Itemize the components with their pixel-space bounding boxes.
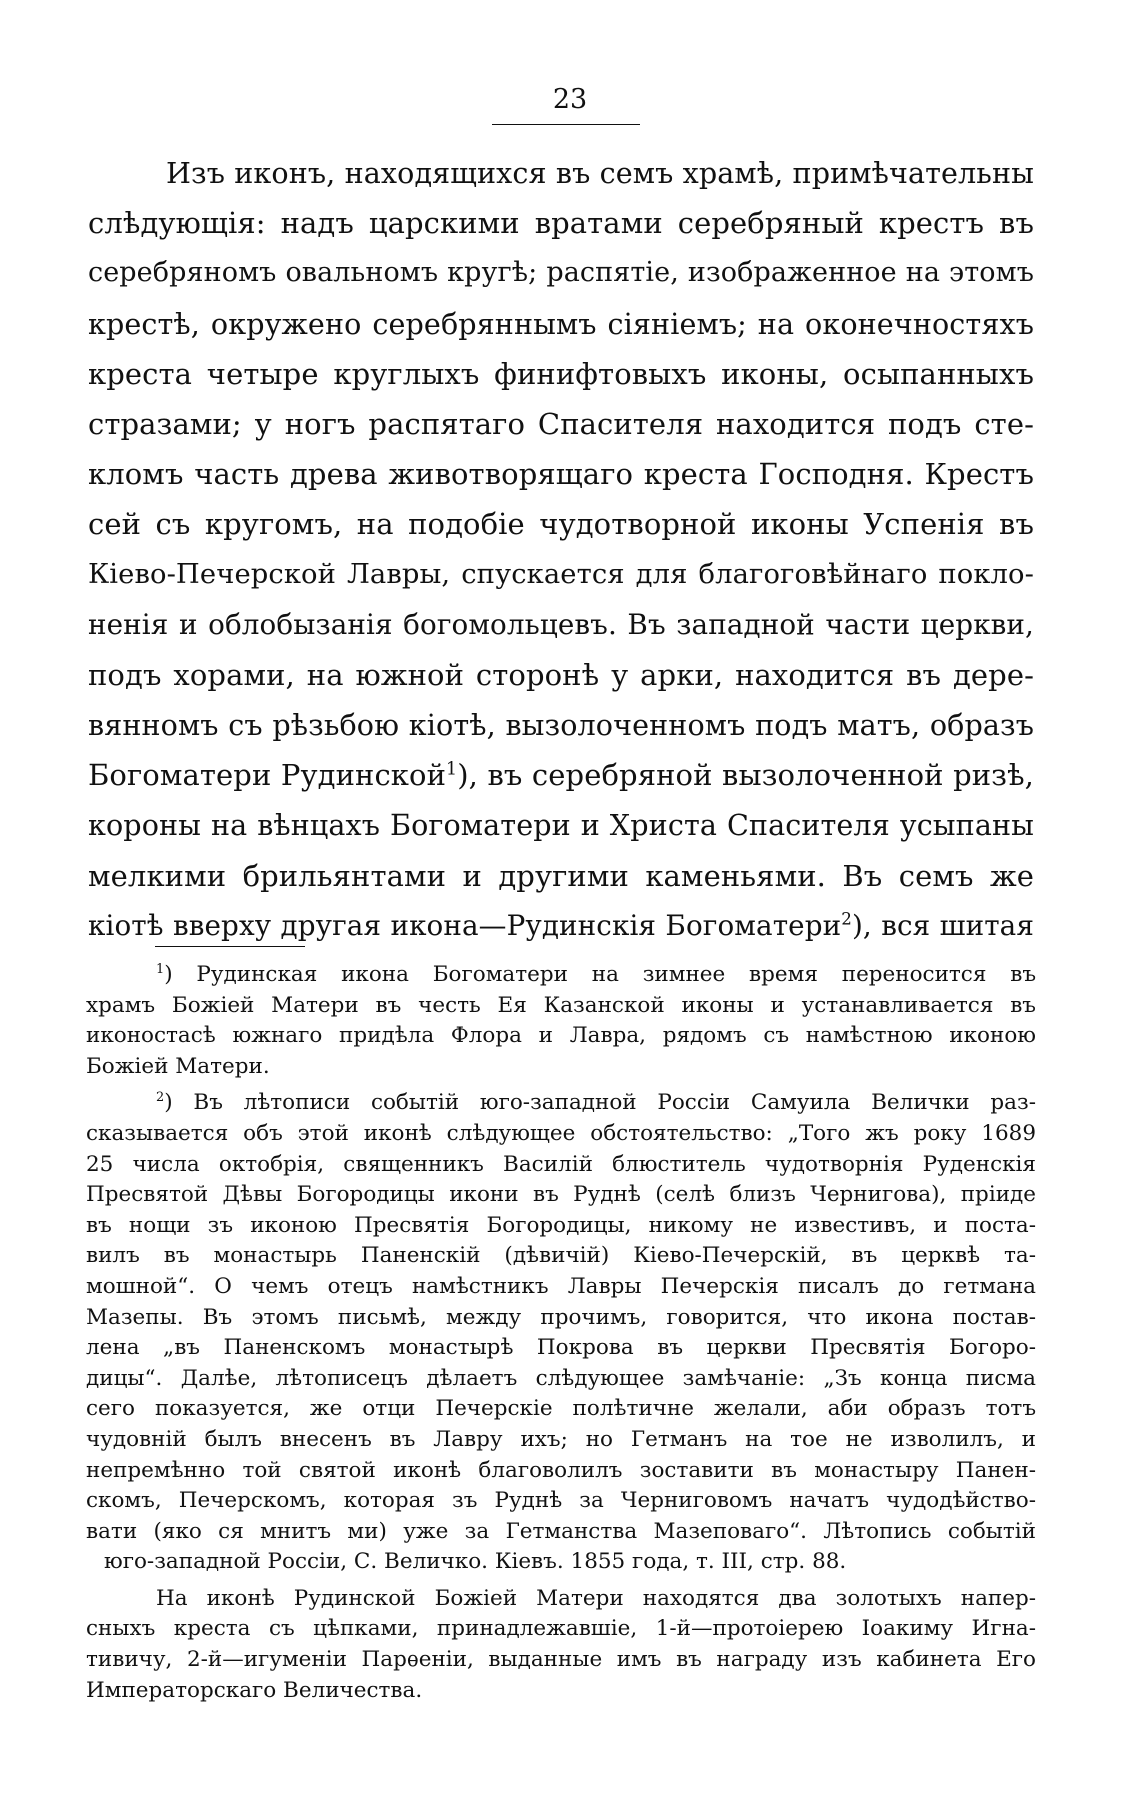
main-body-text <box>88 148 1034 951</box>
footnote-2-paragraph-line: тивичу, 2-й—игуменіи Парѳеніи, выданные имъ въ награду изъ кабинета Его <box>86 1647 1036 1673</box>
body-line: вянномъ съ рѣзьбою кіотѣ, вызолоченномъ подъ матъ, образъ <box>88 708 1034 743</box>
body-line: мелкими брильянтами и другими каменьями. Въ семъ же <box>88 858 1034 893</box>
body-line: слѣдующія: надъ царскими вратами серебряный крестъ въ <box>88 206 1034 241</box>
body-line: короны на вѣнцахъ Богоматери и Христа Спасителя усыпаны <box>88 808 1034 843</box>
body-text-segment: Богоматери Рудинской <box>88 758 447 793</box>
body-line: ненія и облобызанія богомольцевъ. Въ западной части церкви, <box>88 607 1034 641</box>
footnote-2-paragraph-line: На иконѣ Рудинской Божіей Матери находятся два золотыхъ напер- <box>156 1585 1036 1611</box>
footnote-ref-2: 2 <box>841 909 852 929</box>
body-line: серебряномъ овальномъ кругѣ; распятіе, изображенное на этомъ <box>88 257 1034 289</box>
footnote-ref-1: 1 <box>446 759 458 780</box>
footnote-2-line: Мазепы. Въ этомъ письмѣ, между прочимъ, говорится, что икона постав- <box>86 1304 1036 1330</box>
body-text-segment: ), вся шитая <box>851 908 1034 942</box>
footnote-2-line: лена „въ Паненскомъ монастырѣ Покрова въ церкви Пресвятія Богоро- <box>86 1335 1036 1361</box>
body-text-segment: кіотѣ вверху другая икона—Рудинскія Богоматери <box>88 908 842 942</box>
footnote-1-line: $^1$) Рудинская икона Богоматери на зимнее время переносится въ <box>156 961 1037 987</box>
footnote-2-line: Пресвятой Дѣвы Богородицы икони въ Руднѣ (селѣ близъ Чернигова), пріиде <box>86 1182 1036 1208</box>
footnote-2-line: скомъ, Печерскомъ, которая зъ Руднѣ за Черниговомъ начатъ чудодѣйство- <box>86 1488 1036 1514</box>
footnote-2-line: вилъ въ монастырь Паненскій (дѣвичій) Кіево-Печерскій, въ церквѣ та- <box>86 1243 1036 1269</box>
body-line: сей съ кругомъ, на подобіе чудотворной иконы Успенія въ <box>88 507 1034 542</box>
body-line-with-footnote-ref <box>88 750 1034 800</box>
footnote-1-line: иконостасѣ южнаго придѣла Флора и Лавра, рядомъ съ намѣстною иконою <box>86 1023 1036 1049</box>
footnote-2-line: 25 числа октобрія, священникъ Василій блюститель чудотворнія Руденскія <box>86 1151 1036 1177</box>
footnote-2-line: чудовній былъ внесенъ въ Лавру ихъ; но Гетманъ на тое не изволилъ, и <box>86 1426 1036 1452</box>
footnote-2-line: вати (яко ся мнитъ ми) уже за Гетманства Мазеповаго“. Лѣтопись событій <box>86 1518 1036 1544</box>
footnote-2-paragraph-line: Императорскаго Величества. <box>86 1677 423 1703</box>
footnote-2-marker: 2 <box>156 1090 165 1106</box>
footnote-2-line: $^2$) Въ лѣтописи событій юго-западной Россіи Самуила Велички раз- <box>156 1090 1036 1116</box>
header-rule <box>492 124 640 125</box>
body-line: подъ хорами, на южной сторонѣ у арки, находится въ дере- <box>88 657 1034 692</box>
body-line-with-footnote-ref <box>88 901 1034 951</box>
footnote-2-paragraph-line: сныхъ креста съ цѣпками, принадлежавшіе, 1-й—протоіерею Іоакиму Игна- <box>86 1616 1036 1642</box>
page-number: 23 <box>552 84 588 115</box>
body-text-segment: ), въ серебряной вызолоченной ризѣ, <box>457 758 1034 793</box>
footnote-text: Въ лѣтописи событій юго-западной Россіи Самуила Велички раз- <box>193 1090 1036 1116</box>
body-line: стразами; у ногъ распятаго Спасителя находится подъ сте- <box>88 406 1034 441</box>
footnote-2-line: непремѣнно той святой иконѣ благоволилъ зоставити въ монастыру Панен- <box>86 1457 1036 1483</box>
footnote-2-line: въ нощи зъ иконою Пресвятія Богородицы, никому не известивъ, и поста- <box>86 1212 1036 1238</box>
footnote-2-line: сего показуется, же отци Печерскіе полѣтичне желали, аби образъ тотъ <box>86 1396 1036 1422</box>
footnote-2-line: дицы“. Далѣе, лѣтописецъ дѣлаетъ слѣдующее замѣчаніе: „Зъ конца писма <box>86 1365 1036 1391</box>
body-line: Изъ иконъ, находящихся въ семъ храмѣ, примѣчательны <box>166 156 1034 190</box>
footnote-1-marker: 1 <box>156 961 165 977</box>
footnote-1-line: храмъ Божіей Матери въ честь Ея Казанской иконы и устанавливается въ <box>86 992 1036 1018</box>
footnotes <box>86 960 1036 1706</box>
footnote-1-line: Божіей Матери. <box>86 1053 270 1079</box>
footnote-2-line: сказывается объ этой иконѣ слѣдующее обстоятельство: „Того жъ року 1689 <box>86 1120 1036 1146</box>
body-line: крестѣ, окружено серебряннымъ сіяніемъ; на оконечностяхъ <box>88 306 1034 341</box>
footnote-text: Рудинская икона Богоматери на зимнее время переносится въ <box>196 962 1037 987</box>
footnote-2-line: юго-западной Россіи, С. Величко. Кіевъ. 1855 года, т. III, стр. 88. <box>104 1549 847 1575</box>
footnote-2-line: мошной“. О чемъ отецъ намѣстникъ Лавры Печерскія писалъ до гетмана <box>86 1273 1036 1299</box>
body-line: Кіево-Печерской Лавры, спускается для благоговѣйнаго покло- <box>88 558 1034 590</box>
footnote-rule <box>155 946 305 947</box>
body-line: кломъ часть древа животворящаго креста Господня. Крестъ <box>88 457 1034 492</box>
body-line: креста четыре круглыхъ финифтовыхъ иконы, осыпанныхъ <box>88 356 1034 391</box>
